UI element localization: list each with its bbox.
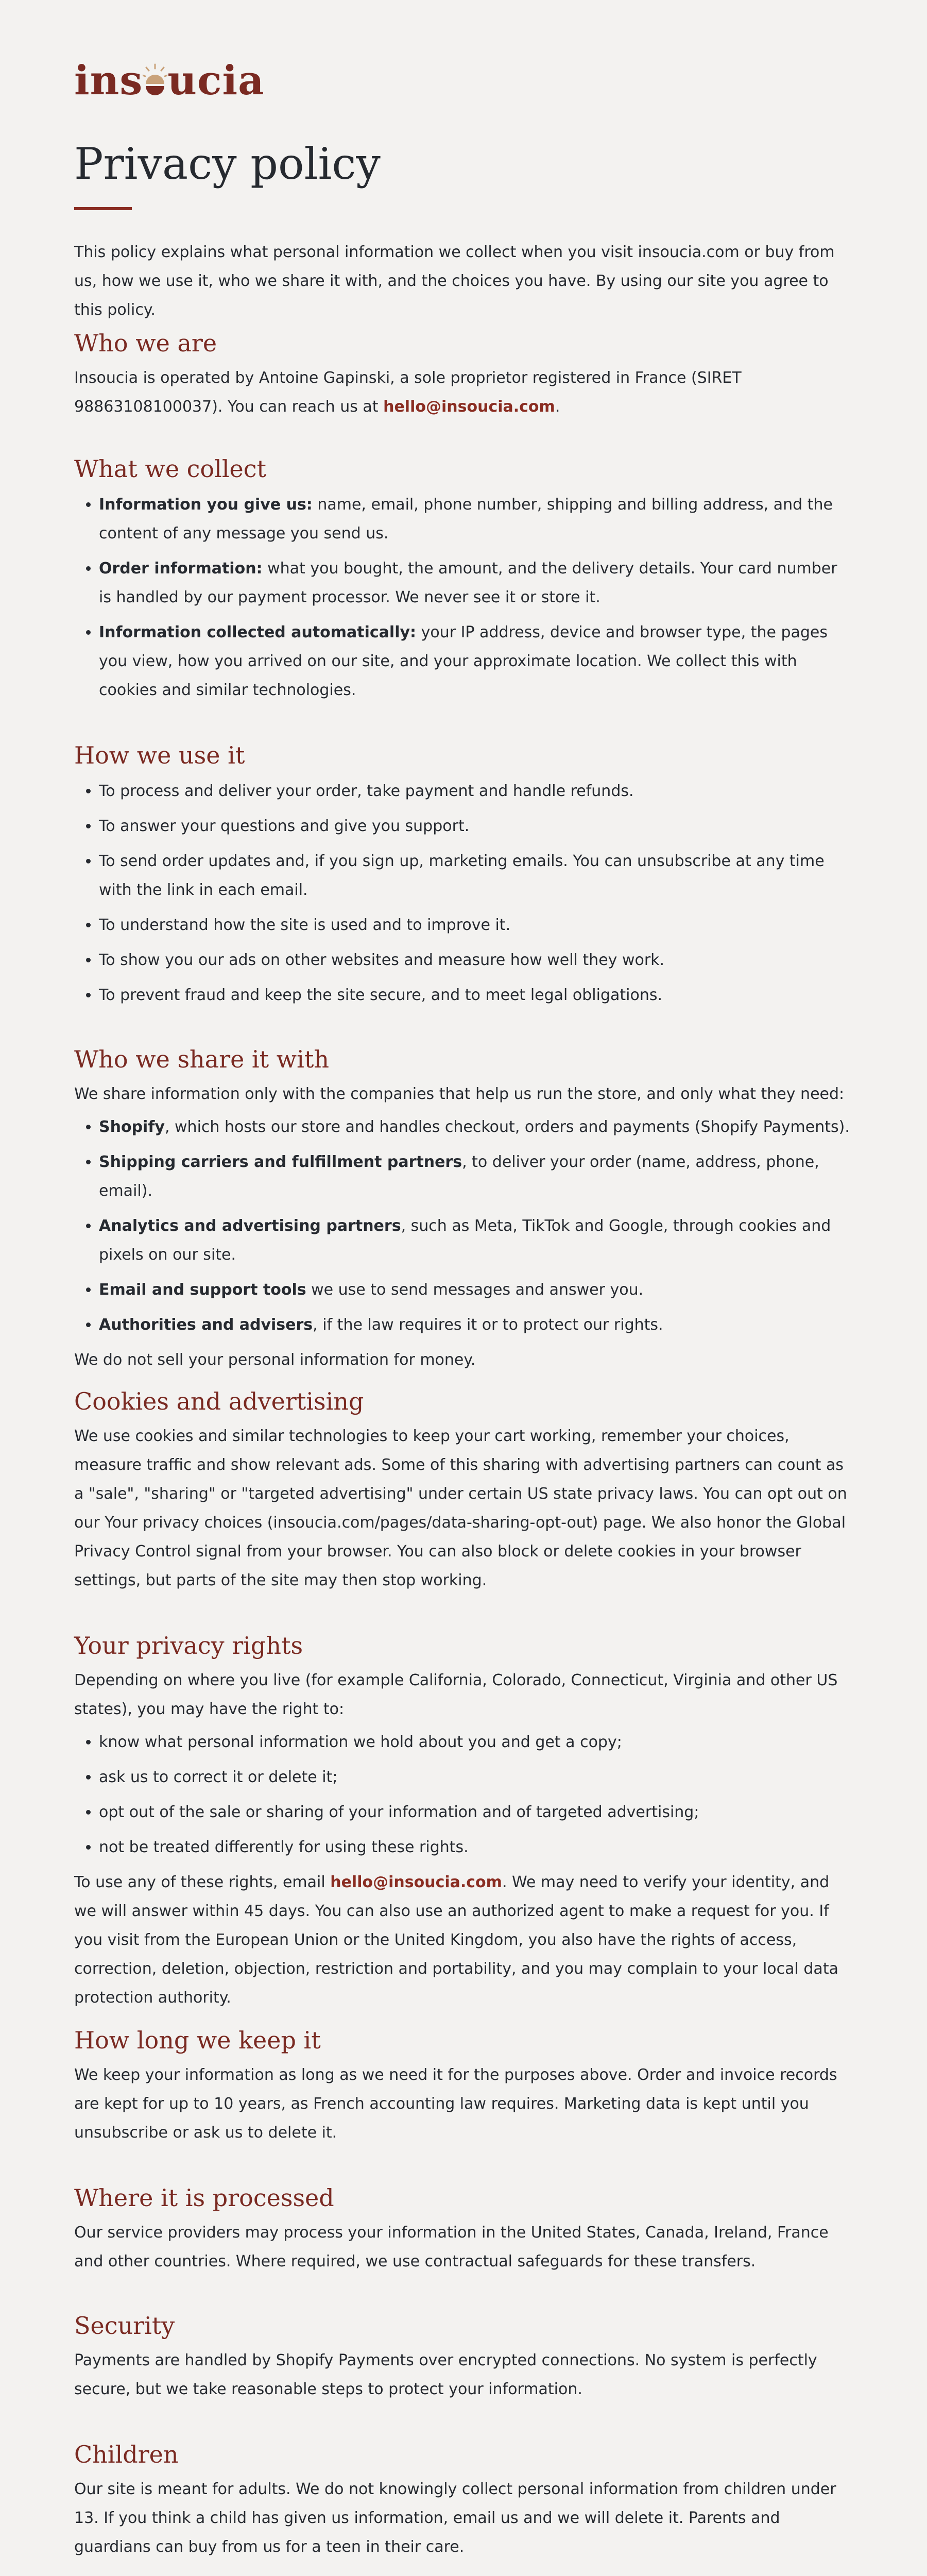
item-label: Shopify xyxy=(99,1118,165,1136)
section-cookies-and-advertising xyxy=(74,1386,853,1595)
section-text: We use cookies and similar technologies to keep your cart working, remember your choices, measure traffic and show relevant ads. Some of this sharing with advertising partners can count as a "sale", "sharing" or "targeted advertising" under certain US state privacy laws. You can opt out on our Your privacy choices (insoucia.com/pages/data-sharing-opt-out) page. We also honor the Global Privacy Control signal from your browser. You can also block or delete cookies in your browser settings, but parts of the site may then stop working. xyxy=(74,1427,847,1589)
list-item: • not be treated differently for using these rights. xyxy=(99,1833,853,1862)
list-item: • To prevent fraud and keep the site secure, and to meet legal obligations. xyxy=(99,981,853,1010)
collect-list xyxy=(74,490,853,705)
title-underline xyxy=(74,207,132,210)
list-item xyxy=(99,490,853,548)
sun-icon xyxy=(143,61,167,97)
item-text: , which hosts our store and handles checkout, orders and payments (Shopify Payments). xyxy=(164,1118,850,1136)
list-item xyxy=(99,1212,853,1269)
section-text: Depending on where you live (for example California, Colorado, Connecticut, Virginia and other US states), you may have the right to: xyxy=(74,1671,838,1718)
rights-list xyxy=(74,1728,853,1862)
section-heading: Who we are xyxy=(74,329,217,357)
section-text: Our service providers may process your information in the United States, Canada, Ireland, France and other countries. Where required, we use contractual safeguards for these transfers. xyxy=(74,2224,829,2270)
list-item: • To show you our ads on other websites and measure how well they work. xyxy=(99,946,853,975)
list-item: • To understand how the site is used and to improve it. xyxy=(99,911,853,940)
section-what-we-collect xyxy=(74,453,853,711)
item-label: Order information: xyxy=(99,560,263,578)
section-heading: Your privacy rights xyxy=(74,1632,303,1659)
list-item xyxy=(99,1148,853,1206)
section-heading: Who we share it with xyxy=(74,1045,329,1073)
use-list xyxy=(74,777,853,1010)
section-text: We share information only with the companies that help us run the store, and only what they need: xyxy=(74,1085,845,1103)
section-who-we-share-with xyxy=(74,1044,853,1375)
section-where-it-is-processed xyxy=(74,2182,853,2276)
section-heading: How long we keep it xyxy=(74,2026,321,2054)
item-label: Information collected automatically: xyxy=(99,623,417,641)
page-title: Privacy policy xyxy=(74,139,381,189)
logo-text-left: ins xyxy=(74,57,143,104)
section-text xyxy=(74,364,853,421)
list-item xyxy=(99,1276,853,1304)
section-heading: Security xyxy=(74,2312,175,2340)
section-heading: Children xyxy=(74,2441,179,2468)
brand-logo[interactable] xyxy=(74,57,265,104)
logo-text-right: ucia xyxy=(167,57,265,104)
list-item: • ask us to correct it or delete it; xyxy=(99,1763,853,1792)
list-item xyxy=(99,1113,853,1142)
section-text xyxy=(74,1868,853,2012)
item-label: Analytics and advertising partners xyxy=(99,1217,401,1235)
section-security xyxy=(74,2310,853,2404)
text-run: Insoucia is operated by Antoine Gapinski, a sole proprietor registered in France (SIRET 98863108100037). You can reach us at xyxy=(74,369,742,416)
section-children xyxy=(74,2439,853,2562)
section-who-we-are xyxy=(74,328,853,421)
list-item xyxy=(99,618,853,705)
item-text: what you bought, the amount, and the delivery details. Your card number is handled by our payment processor. We never see it or store it. xyxy=(99,560,837,606)
section-text: We do not sell your personal information for money. xyxy=(74,1351,476,1369)
text-run: To use any of these rights, email xyxy=(74,1873,331,1891)
item-text: , to deliver your order (name, address, phone, email). xyxy=(99,1153,819,1200)
section-heading: How we use it xyxy=(74,741,245,769)
section-text: Payments are handled by Shopify Payments over encrypted connections. No system is perfectly secure, but we take reasonable steps to protect your information. xyxy=(74,2351,817,2398)
intro-block xyxy=(74,238,853,325)
item-label: Shipping carriers and fulfillment partners xyxy=(99,1153,462,1171)
share-list xyxy=(74,1113,853,1340)
item-label: Information you give us: xyxy=(99,496,313,514)
section-text: We keep your information as long as we need it for the purposes above. Order and invoice records are kept for up to 10 years, as French accounting law requires. Marketing data is kept until you unsubscribe or ask us to delete it. xyxy=(74,2066,837,2142)
section-heading: Cookies and advertising xyxy=(74,1387,364,1415)
list-item xyxy=(99,554,853,612)
item-text: name, email, phone number, shipping and billing address, and the content of any message you send us. xyxy=(99,496,833,543)
list-item: • To process and deliver your order, take payment and handle refunds. xyxy=(99,777,853,806)
item-label: Email and support tools xyxy=(99,1281,306,1299)
list-item: • To send order updates and, if you sign up, marketing emails. You can unsubscribe at any time with the link in each email. xyxy=(99,847,853,905)
item-text: , if the law requires it or to protect our rights. xyxy=(313,1316,663,1334)
section-your-privacy-rights xyxy=(74,1630,853,2012)
item-label: Authorities and advisers xyxy=(99,1316,313,1334)
section-heading: Where it is processed xyxy=(74,2184,334,2212)
section-how-we-use-it xyxy=(74,740,853,1016)
list-item xyxy=(99,1311,853,1340)
item-text: we use to send messages and answer you. xyxy=(306,1281,644,1299)
email-link[interactable]: hello@insoucia.com xyxy=(330,1873,502,1891)
item-text: , such as Meta, TikTok and Google, through cookies and pixels on our site. xyxy=(99,1217,831,1264)
list-item: • opt out of the sale or sharing of your information and of targeted advertising; xyxy=(99,1798,853,1827)
email-link[interactable]: hello@insoucia.com xyxy=(383,398,555,416)
section-heading: What we collect xyxy=(74,455,267,483)
item-text: your IP address, device and browser type, the pages you view, how you arrived on our site, and your approximate location. We collect this with cookies and similar technologies. xyxy=(99,623,828,699)
text-run: . We may need to verify your identity, and we will answer within 45 days. You can also use an authorized agent to make a request for you. If you visit from the European Union or the United Kingdom, you also have the rights of access, correction, deletion, objection, restriction and portability, and you may complain to your local data protection authority. xyxy=(74,1873,838,2007)
list-item: • To answer your questions and give you support. xyxy=(99,812,853,841)
text-run: . xyxy=(555,398,560,416)
section-how-long-we-keep-it xyxy=(74,2025,853,2147)
section-text: Our site is meant for adults. We do not knowingly collect personal information from children under 13. If you think a child has given us information, email us and we will delete it. Parents and guardians can buy from us for a teen in their care. xyxy=(74,2480,836,2556)
list-item: • know what personal information we hold about you and get a copy; xyxy=(99,1728,853,1757)
intro-text: This policy explains what personal information we collect when you visit insoucia.com or buy from us, how we use it, who we share it with, and the choices you have. By using our site you agree to this policy. xyxy=(74,243,835,319)
